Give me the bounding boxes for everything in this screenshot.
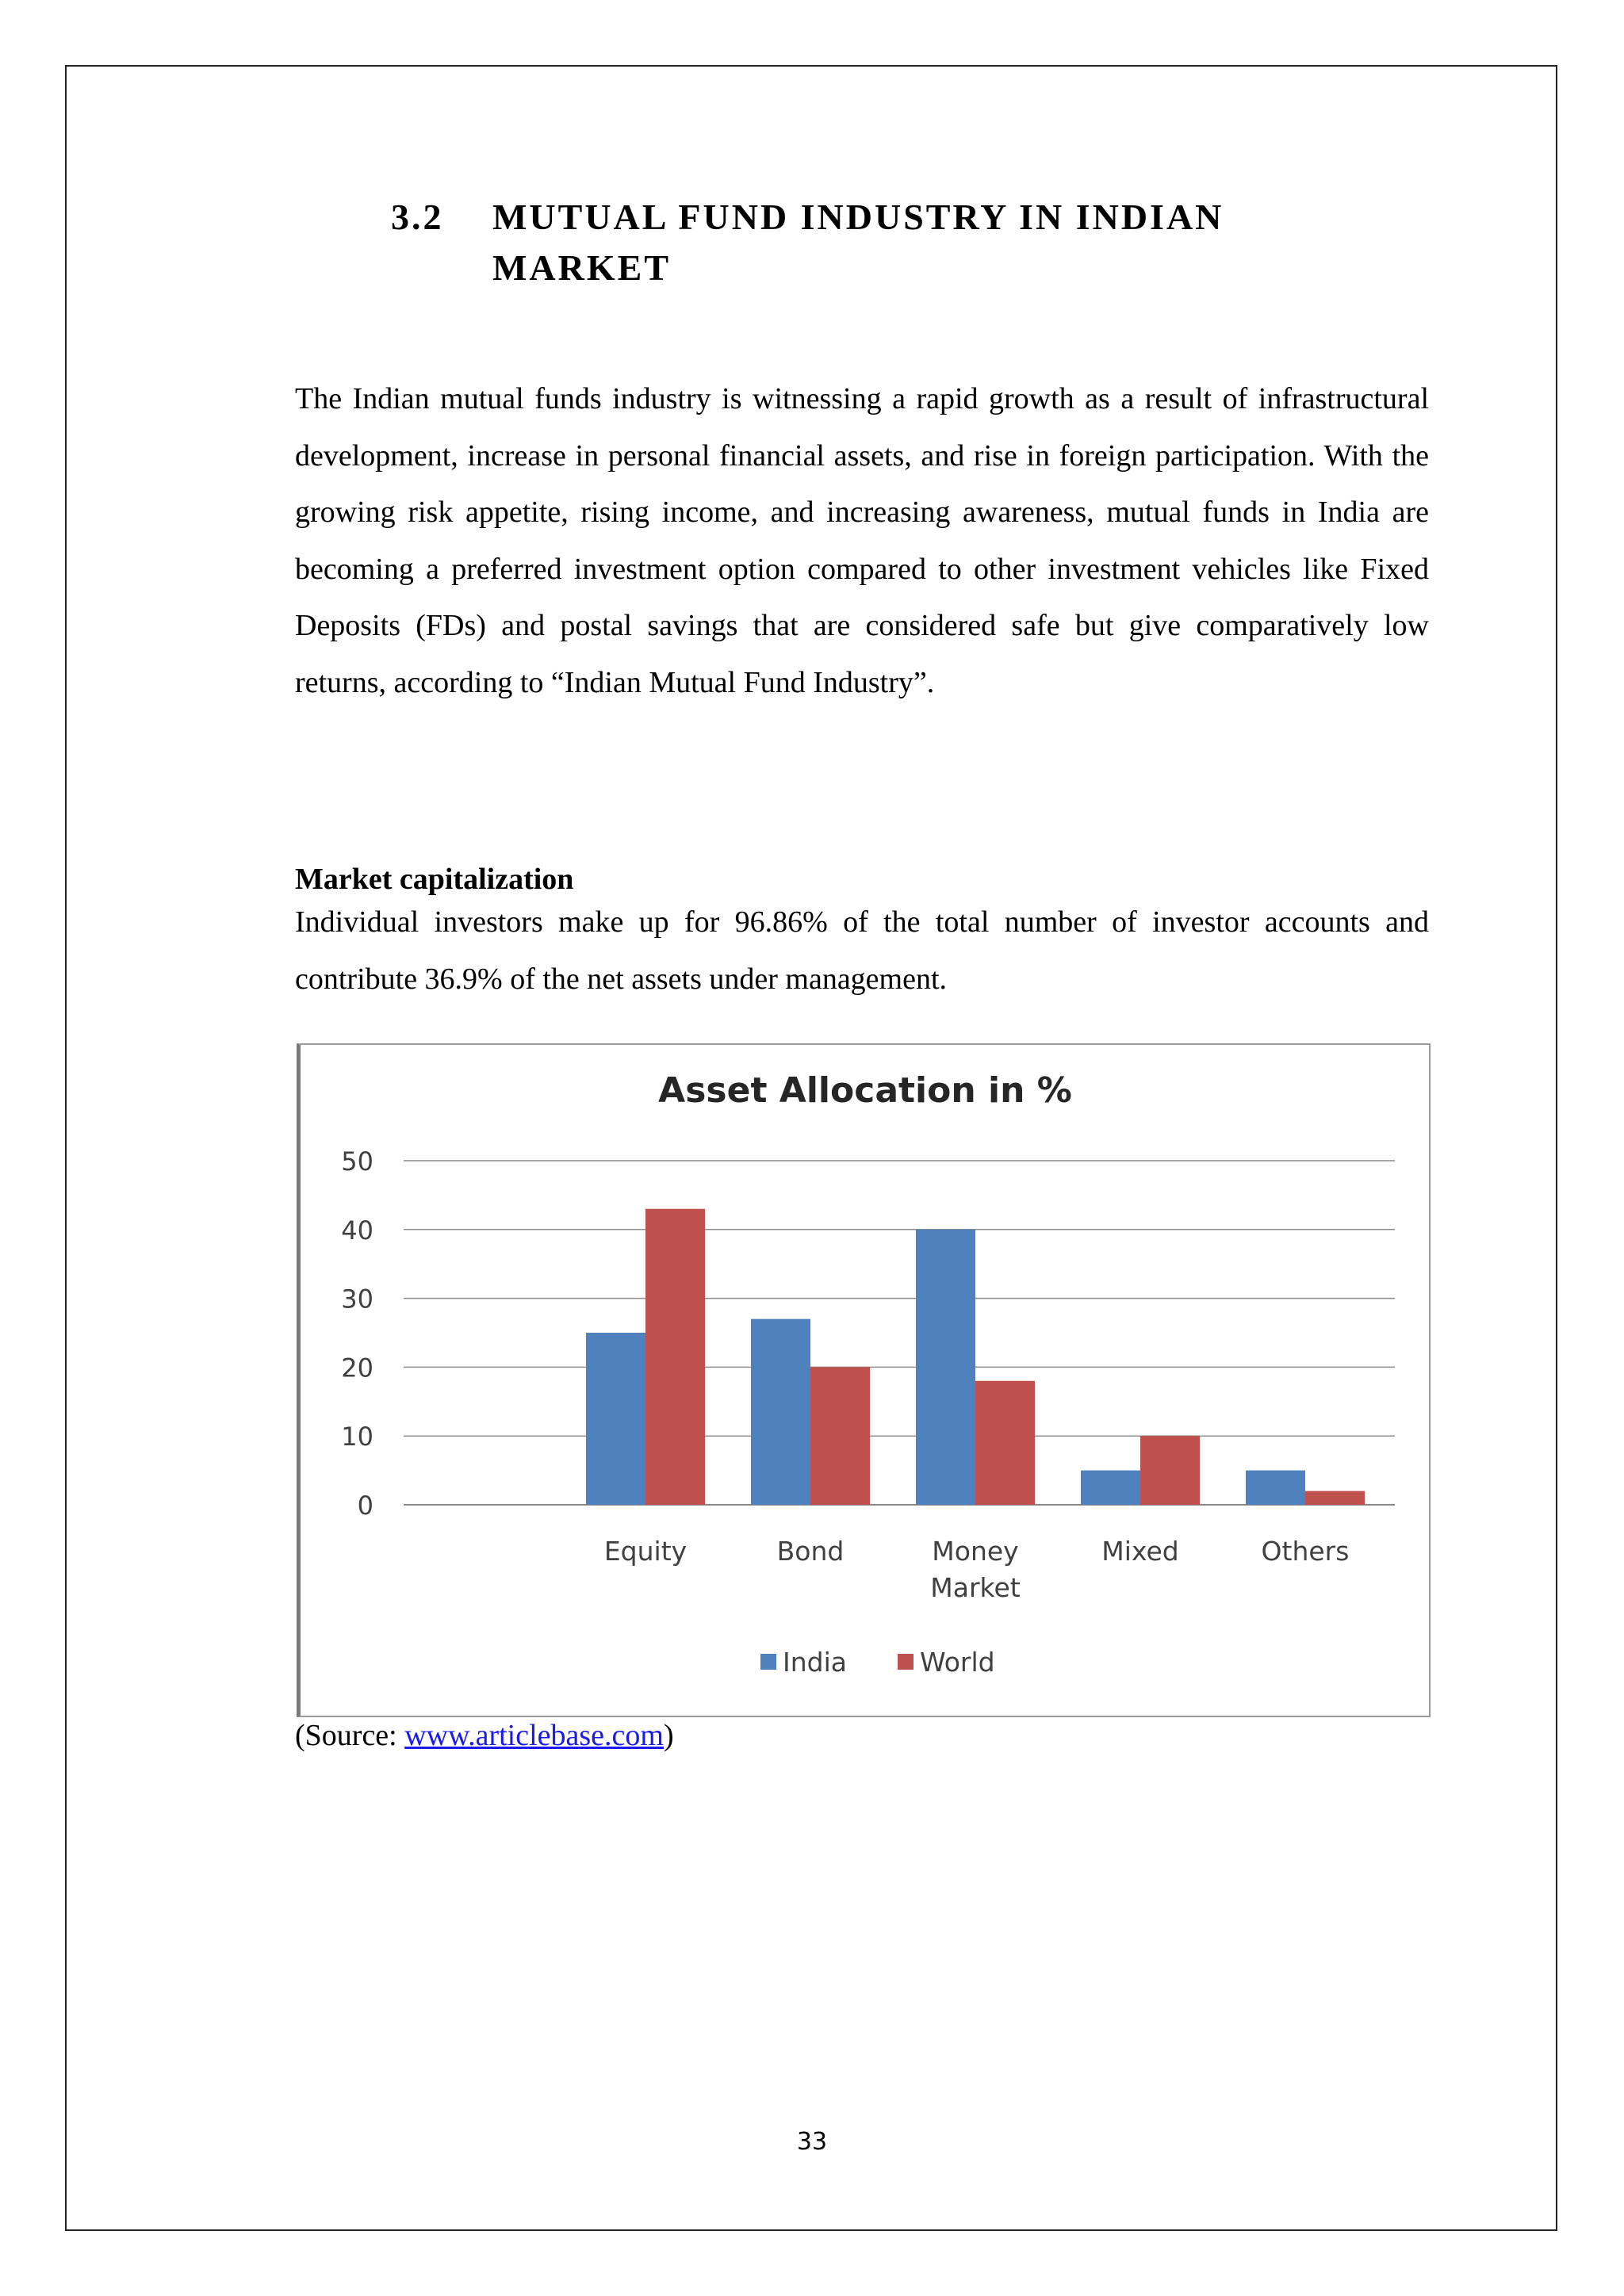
bar-world-money-market <box>975 1381 1035 1505</box>
bar-world-equity <box>645 1209 705 1505</box>
source-citation <box>295 1714 674 1757</box>
y-tick-label: 0 <box>357 1490 373 1521</box>
source-suffix: ) <box>663 1719 674 1752</box>
legend-label-india: India <box>783 1647 847 1678</box>
legend-swatch-world <box>898 1654 914 1670</box>
legend-label-world: World <box>920 1647 995 1678</box>
market-cap-heading: Market capitalization <box>295 863 574 896</box>
source-prefix: (Source: <box>295 1719 405 1752</box>
bar-world-mixed <box>1140 1436 1200 1505</box>
bar-india-equity <box>586 1333 645 1505</box>
y-tick-label: 50 <box>341 1146 373 1177</box>
y-tick-label: 30 <box>341 1284 373 1314</box>
section-title-line-1: MUTUAL FUND INDUSTRY IN INDIAN <box>492 197 1224 237</box>
source-link[interactable]: www.articlebase.com <box>404 1719 664 1752</box>
chart-canvas <box>301 1045 1431 1716</box>
market-cap-paragraph: Individual investors make up for 96.86% of the total number of investor accounts and contribute 36.9% of the net assets under management. <box>295 905 1429 996</box>
y-tick-label: 40 <box>341 1215 373 1246</box>
bar-india-others <box>1246 1471 1305 1505</box>
x-tick-label: Money <box>932 1536 1019 1567</box>
intro-paragraph: The Indian mutual funds industry is witnessing a rapid growth as a result of infrastructural development, increase in personal financial assets, and rise in foreign participation. With the growing risk appetite, rising income, and increasing awareness, mutual funds in India are becoming a preferred investment option compared to other investment vehicles like Fixed Deposits (FDs) and postal savings that are considered safe but give comparatively low returns, according to “Indian Mutual Fund Industry”. <box>295 382 1429 699</box>
x-tick-label: Equity <box>603 1536 688 1567</box>
x-tick-label: Bond <box>776 1536 845 1567</box>
section-title <box>492 192 1285 293</box>
asset-allocation-chart <box>297 1043 1431 1717</box>
page-number: 33 <box>796 2128 828 2156</box>
chart-title: Asset Allocation in % <box>658 1070 1072 1111</box>
bar-world-bond <box>810 1367 870 1505</box>
bar-india-bond <box>751 1319 810 1505</box>
bar-world-others <box>1305 1491 1365 1505</box>
x-tick-label: Mixed <box>1101 1536 1179 1567</box>
section-title-line-2: MARKET <box>492 247 671 288</box>
x-tick-label: Market <box>930 1572 1021 1603</box>
legend-swatch-india <box>760 1654 776 1670</box>
y-tick-label: 10 <box>341 1422 373 1452</box>
section-number: 3.2 <box>391 197 444 237</box>
bar-india-mixed <box>1081 1471 1140 1505</box>
y-tick-label: 20 <box>341 1353 373 1383</box>
x-tick-label: Others <box>1261 1536 1350 1567</box>
bar-india-money-market <box>916 1230 975 1505</box>
